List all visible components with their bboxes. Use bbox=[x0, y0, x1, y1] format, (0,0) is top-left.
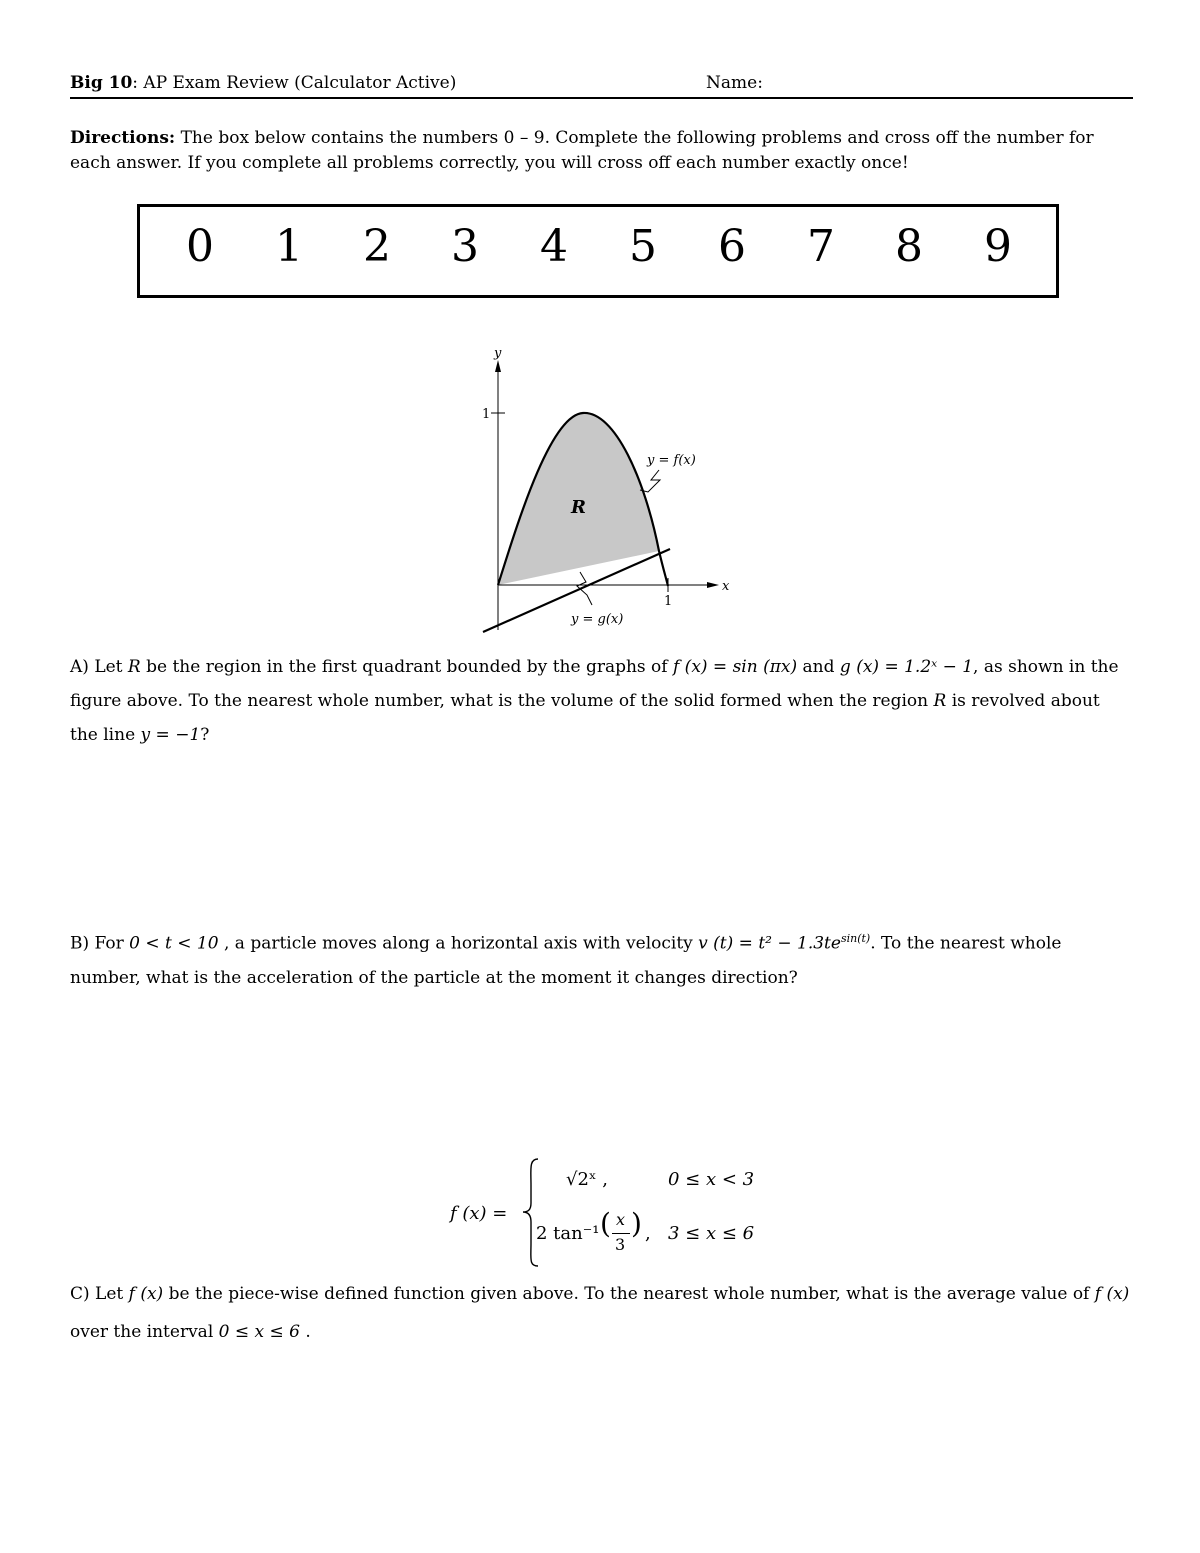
piecewise-brace bbox=[520, 1155, 542, 1270]
case2-comma: , bbox=[645, 1223, 651, 1244]
x-tick-label: 1 bbox=[664, 594, 673, 609]
digit-8: 8 bbox=[895, 221, 923, 272]
directions-text: The box below contains the numbers 0 – 9. Complete the following problems and cross off the number for each answer. If you complete all problems correctly, you will cross off each number exactly once! bbox=[70, 128, 1094, 173]
y-axis-label: y bbox=[494, 346, 502, 361]
case1-condition: 0 ≤ x < 3 bbox=[668, 1169, 755, 1190]
case2-fraction-bar bbox=[612, 1233, 630, 1234]
g-label: y = g(x) bbox=[571, 612, 624, 627]
region-graph bbox=[465, 340, 755, 640]
digit-9: 9 bbox=[984, 221, 1012, 272]
case2-expr: 2 tan⁻¹ bbox=[536, 1223, 600, 1244]
worksheet-title: Big 10: AP Exam Review (Calculator Active) bbox=[70, 73, 457, 93]
digit-0: 0 bbox=[186, 221, 214, 272]
digit-5: 5 bbox=[629, 221, 657, 272]
y-axis-arrow bbox=[495, 360, 501, 372]
case2-numerator: x bbox=[616, 1210, 626, 1229]
case1-expr: √2ˣ , bbox=[566, 1169, 608, 1190]
f-label: y = f(x) bbox=[647, 453, 696, 468]
digit-6: 6 bbox=[718, 221, 746, 272]
digit-1: 1 bbox=[275, 221, 303, 272]
page-header bbox=[70, 73, 1133, 99]
case2-condition: 3 ≤ x ≤ 6 bbox=[668, 1223, 755, 1244]
name-label: Name: bbox=[706, 73, 763, 93]
problem-c: C) Let f (x) be the piece-wise defined function given above. To the nearest whole number, what is the average value of f (x) over the interval 0 ≤ x ≤ 6 . bbox=[70, 1284, 1130, 1342]
piecewise-lhs: f (x) = bbox=[450, 1203, 508, 1224]
region-label: R bbox=[571, 497, 586, 518]
digit-3: 3 bbox=[451, 221, 479, 272]
case2-right-paren: ) bbox=[631, 1207, 642, 1240]
digit-7: 7 bbox=[807, 221, 835, 272]
digit-2: 2 bbox=[363, 221, 391, 272]
y-tick-label: 1 bbox=[482, 407, 491, 422]
number-box bbox=[137, 204, 1059, 298]
case2-denominator: 3 bbox=[615, 1235, 626, 1254]
piecewise-definition bbox=[450, 1155, 780, 1270]
directions bbox=[70, 126, 1130, 176]
case2-left-paren: ( bbox=[600, 1207, 611, 1240]
g-label-leader bbox=[577, 572, 592, 605]
problem-a: A) Let R be the region in the first quadrant bounded by the graphs of f (x) = sin (πx) and g (x) = 1.2ˣ − 1, as shown in the figure above. To the nearest whole number, what is the volume of the solid formed when the region R is revolved about the line y = −1? bbox=[70, 657, 1119, 745]
digit-4: 4 bbox=[540, 221, 568, 272]
x-axis-label: x bbox=[722, 579, 730, 594]
x-axis-arrow bbox=[707, 582, 719, 588]
directions-label: Directions: bbox=[70, 128, 176, 148]
problem-b: B) For 0 < t < 10 , a particle moves along a horizontal axis with velocity v $(t) = t^2 - 1.3te^{sin(t)}$. To the nearest whole number, what is the acceleration of the particle at the moment it changes direction? bbox=[70, 932, 1062, 988]
